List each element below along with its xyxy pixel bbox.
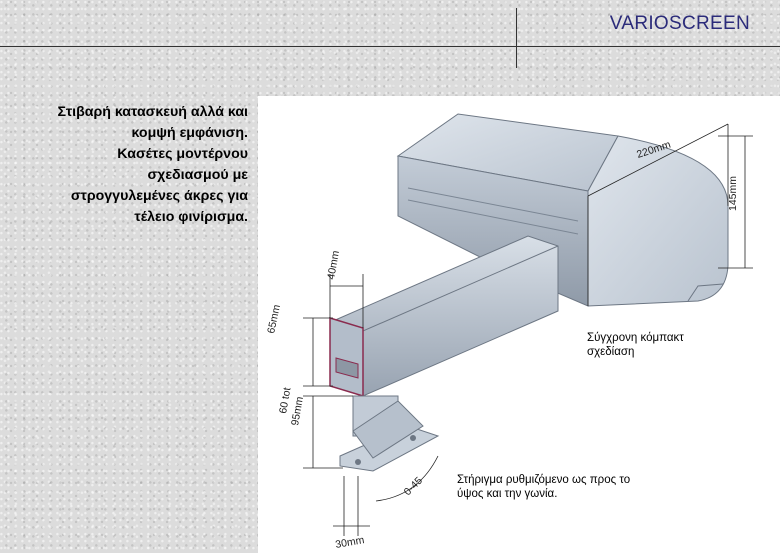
header-vertical-divider [516, 8, 517, 68]
caption-line: Σύγχρονη κόμπακτ [587, 332, 684, 344]
product-illustration [258, 96, 780, 553]
description-line: Κασέτες μοντέρνου [117, 146, 248, 162]
description-line: τέλειο φινίρισμα. [134, 209, 248, 225]
description-line: Στιβαρή κατασκευή αλλά και [57, 104, 248, 120]
angle-label: 0-45 [401, 474, 425, 499]
caption-line: Στήριγμα ρυθμιζόμενο ως προς το [457, 474, 631, 486]
caption-line: ύψος και την γωνία. [457, 488, 558, 500]
mounting-bracket [340, 396, 438, 471]
height-dimension-label: 145mm [727, 175, 739, 211]
awning-arm [330, 236, 558, 396]
base-width-label: 30mm [334, 534, 366, 551]
description-line: κομψή εμφάνιση. [131, 125, 248, 141]
description-line: στρογγυλεμένες άκρες για [70, 188, 248, 204]
page-title: VARIOSCREEN [609, 13, 750, 34]
caption-line: σχεδίαση [587, 346, 635, 358]
profile-height-label: 65mm [265, 303, 284, 335]
bracket-caption [457, 473, 630, 501]
support-height-label: 60 tot [277, 386, 294, 415]
support-height-label: 95mm [289, 395, 307, 427]
description-text [4, 102, 248, 228]
profile-width-label: 40mm [325, 249, 343, 281]
width-dimension-label: 220mm [635, 138, 673, 161]
header-divider [0, 46, 780, 47]
description-line: σχεδιασμού με [147, 167, 248, 183]
compact-design-caption [587, 331, 684, 359]
